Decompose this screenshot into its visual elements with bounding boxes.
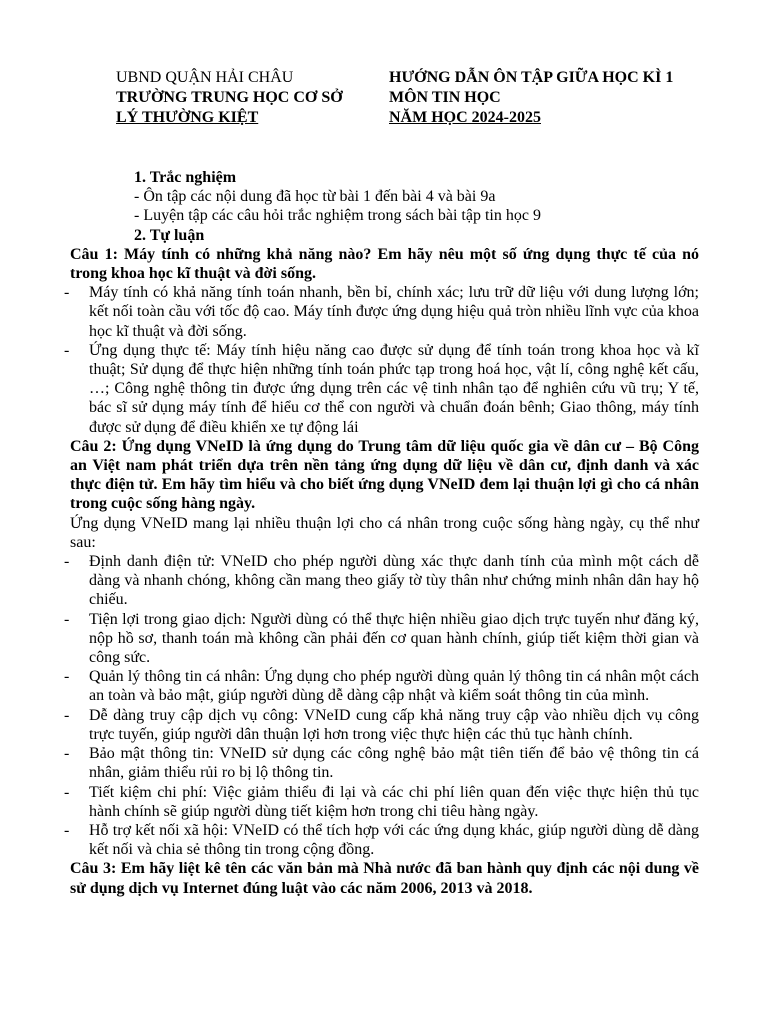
answer-item bbox=[64, 821, 699, 859]
answer-text: Ứng dụng thực tế: Máy tính hiệu năng cao được sử dụng để tính toán trong khoa học và kĩ thuật; Sử dụng để thực hiện những tính toán phức tạp trong hoá học, vật lí, công nghệ kết cấu, …; Công nghệ thông tin được ứng dụng trên các vệ tinh nhân tạo để nghiên cứu vũ trụ; Y tế, bác sĩ sử dụng máy tính để hiểu cơ thể con người và chuẩn đoán bênh; Giao thông, máy tính được sử dụng để điều khiển xe tự động lái bbox=[89, 341, 699, 436]
document-title: HƯỚNG DẪN ÔN TẬP GIỮA HỌC KÌ 1 bbox=[389, 69, 674, 86]
answer-text: Dễ dàng truy cập dịch vụ công: VNeID cung cấp khả năng truy cập vào nhiều dịch vụ công trực tuyến, giúp người dân thuận lợi hơn trong việc thực hiện các thủ tục hành chính. bbox=[89, 706, 699, 743]
answer-item bbox=[64, 552, 699, 610]
answer-text: Tiện lợi trong giao dịch: Người dùng có thể thực hiện nhiều giao dịch trực tuyến như đăng ký, nộp hồ sơ, thanh toán mà không cần phải đến cơ quan hành chính, giúp tiết kiệm thời gian và công sức. bbox=[89, 610, 699, 667]
header-school-name-2: LÝ THƯỜNG KIỆT bbox=[116, 109, 259, 126]
header-school-name: TRƯỜNG TRUNG HỌC CƠ SỞ bbox=[116, 89, 343, 106]
dash-mark: - bbox=[64, 553, 70, 571]
school-year: NĂM HỌC 2024-2025 bbox=[389, 109, 541, 126]
answer-text: Hỗ trợ kết nối xã hội: VNeID có thể tích hợp với các ứng dụng khác, giúp người dùng dễ dàng kết nối và chia sẻ thông tin trong cộng đồng. bbox=[89, 821, 699, 859]
question-1: Câu 1: Máy tính có những khả năng nào? Em hãy nêu một số ứng dụng thực tế của nó trong khoa học kĩ thuật và đời sống. bbox=[70, 245, 699, 283]
section-1-item: - Luyện tập các câu hỏi trắc nghiệm trong sách bài tập tin học 9 bbox=[134, 207, 541, 225]
question-1-answers bbox=[64, 283, 699, 437]
question-2: Câu 2: Ứng dụng VNeID là ứng dụng do Trung tâm dữ liệu quốc gia về dân cư – Bộ Công an Việt nam phát triển dựa trên nền tảng ứng dụng dữ liệu về dân cư, định danh và xác thực điện tử. Em hãy tìm hiểu và cho biết ứng dụng VNeID đem lại thuận lợi gì cho cá nhân trong cuộc sống hàng ngày. bbox=[70, 437, 699, 513]
document-body bbox=[64, 168, 699, 898]
dash-mark: - bbox=[64, 821, 70, 839]
subject-title: MÔN TIN HỌC bbox=[389, 89, 501, 106]
answer-item bbox=[64, 667, 699, 705]
header-right bbox=[389, 68, 749, 128]
dash-mark: - bbox=[64, 610, 70, 628]
answer-text: Định danh điện tử: VNeID cho phép người dùng xác thực danh tính của mình một cách dễ dàng và nhanh chóng, không cần mang theo giấy tờ tùy thân như chứng minh nhân dân hay hộ chiếu. bbox=[89, 553, 699, 609]
section-1-item: - Ôn tập các nội dung đã học từ bài 1 đến bài 4 và bài 9a bbox=[134, 188, 496, 206]
question-3: Câu 3: Em hãy liệt kê tên các văn bản mà Nhà nước đã ban hành quy định các nội dung về sử dụng dịch vụ Internet đúng luật vào các năm 2006, 2013 và 2018. bbox=[70, 860, 699, 897]
answer-item bbox=[64, 706, 699, 744]
section-2-title: 2. Tự luận bbox=[134, 226, 205, 244]
answer-item bbox=[64, 783, 699, 821]
section-multiple-choice bbox=[70, 168, 699, 245]
answer-text: Bảo mật thông tin: VNeID sử dụng các công nghệ bảo mật tiên tiến để bảo vệ thông tin cá nhân, giảm thiểu rủi ro bị lộ thông tin. bbox=[89, 745, 699, 782]
header-department: UBND QUẬN HẢI CHÂU bbox=[116, 69, 294, 86]
answer-item bbox=[64, 610, 699, 668]
dash-mark: - bbox=[64, 783, 70, 801]
answer-text: Máy tính có khả năng tính toán nhanh, bền bỉ, chính xác; lưu trữ dữ liệu với dung lượng lớn; kết nối toàn cầu với tốc độ cao. Máy tính được ứng dụng hiệu quả tròn nhiều lĩnh vực của khoa học kĩ thuật và đời sống. bbox=[89, 284, 699, 340]
dash-mark: - bbox=[64, 668, 70, 686]
question-2-answers bbox=[64, 552, 699, 859]
answer-item bbox=[64, 744, 699, 782]
answer-item bbox=[64, 283, 699, 341]
dash-mark: - bbox=[64, 706, 70, 724]
answer-text: Quản lý thông tin cá nhân: Ứng dụng cho phép người dùng quản lý thông tin cá nhân một cách an toàn và bảo mật, giúp người dùng dễ dàng cập nhật và kiểm soát thông tin của mình. bbox=[89, 668, 699, 705]
question-2-intro: Ứng dụng VNeID mang lại nhiều thuận lợi cho cá nhân trong cuộc sống hàng ngày, cụ thể như sau: bbox=[70, 514, 699, 551]
dash-mark: - bbox=[64, 341, 70, 359]
dash-mark: - bbox=[64, 284, 70, 302]
answer-text: Tiết kiệm chi phí: Việc giảm thiểu đi lại và các chi phí liên quan đến việc thực hiện thủ tục hành chính sẽ giúp người dùng tiết kiệm hơn trong chi tiêu hàng ngày. bbox=[89, 783, 699, 820]
dash-mark: - bbox=[64, 745, 70, 763]
section-1-title: 1. Trắc nghiệm bbox=[134, 169, 237, 186]
header-left bbox=[116, 68, 396, 128]
answer-item bbox=[64, 341, 699, 437]
